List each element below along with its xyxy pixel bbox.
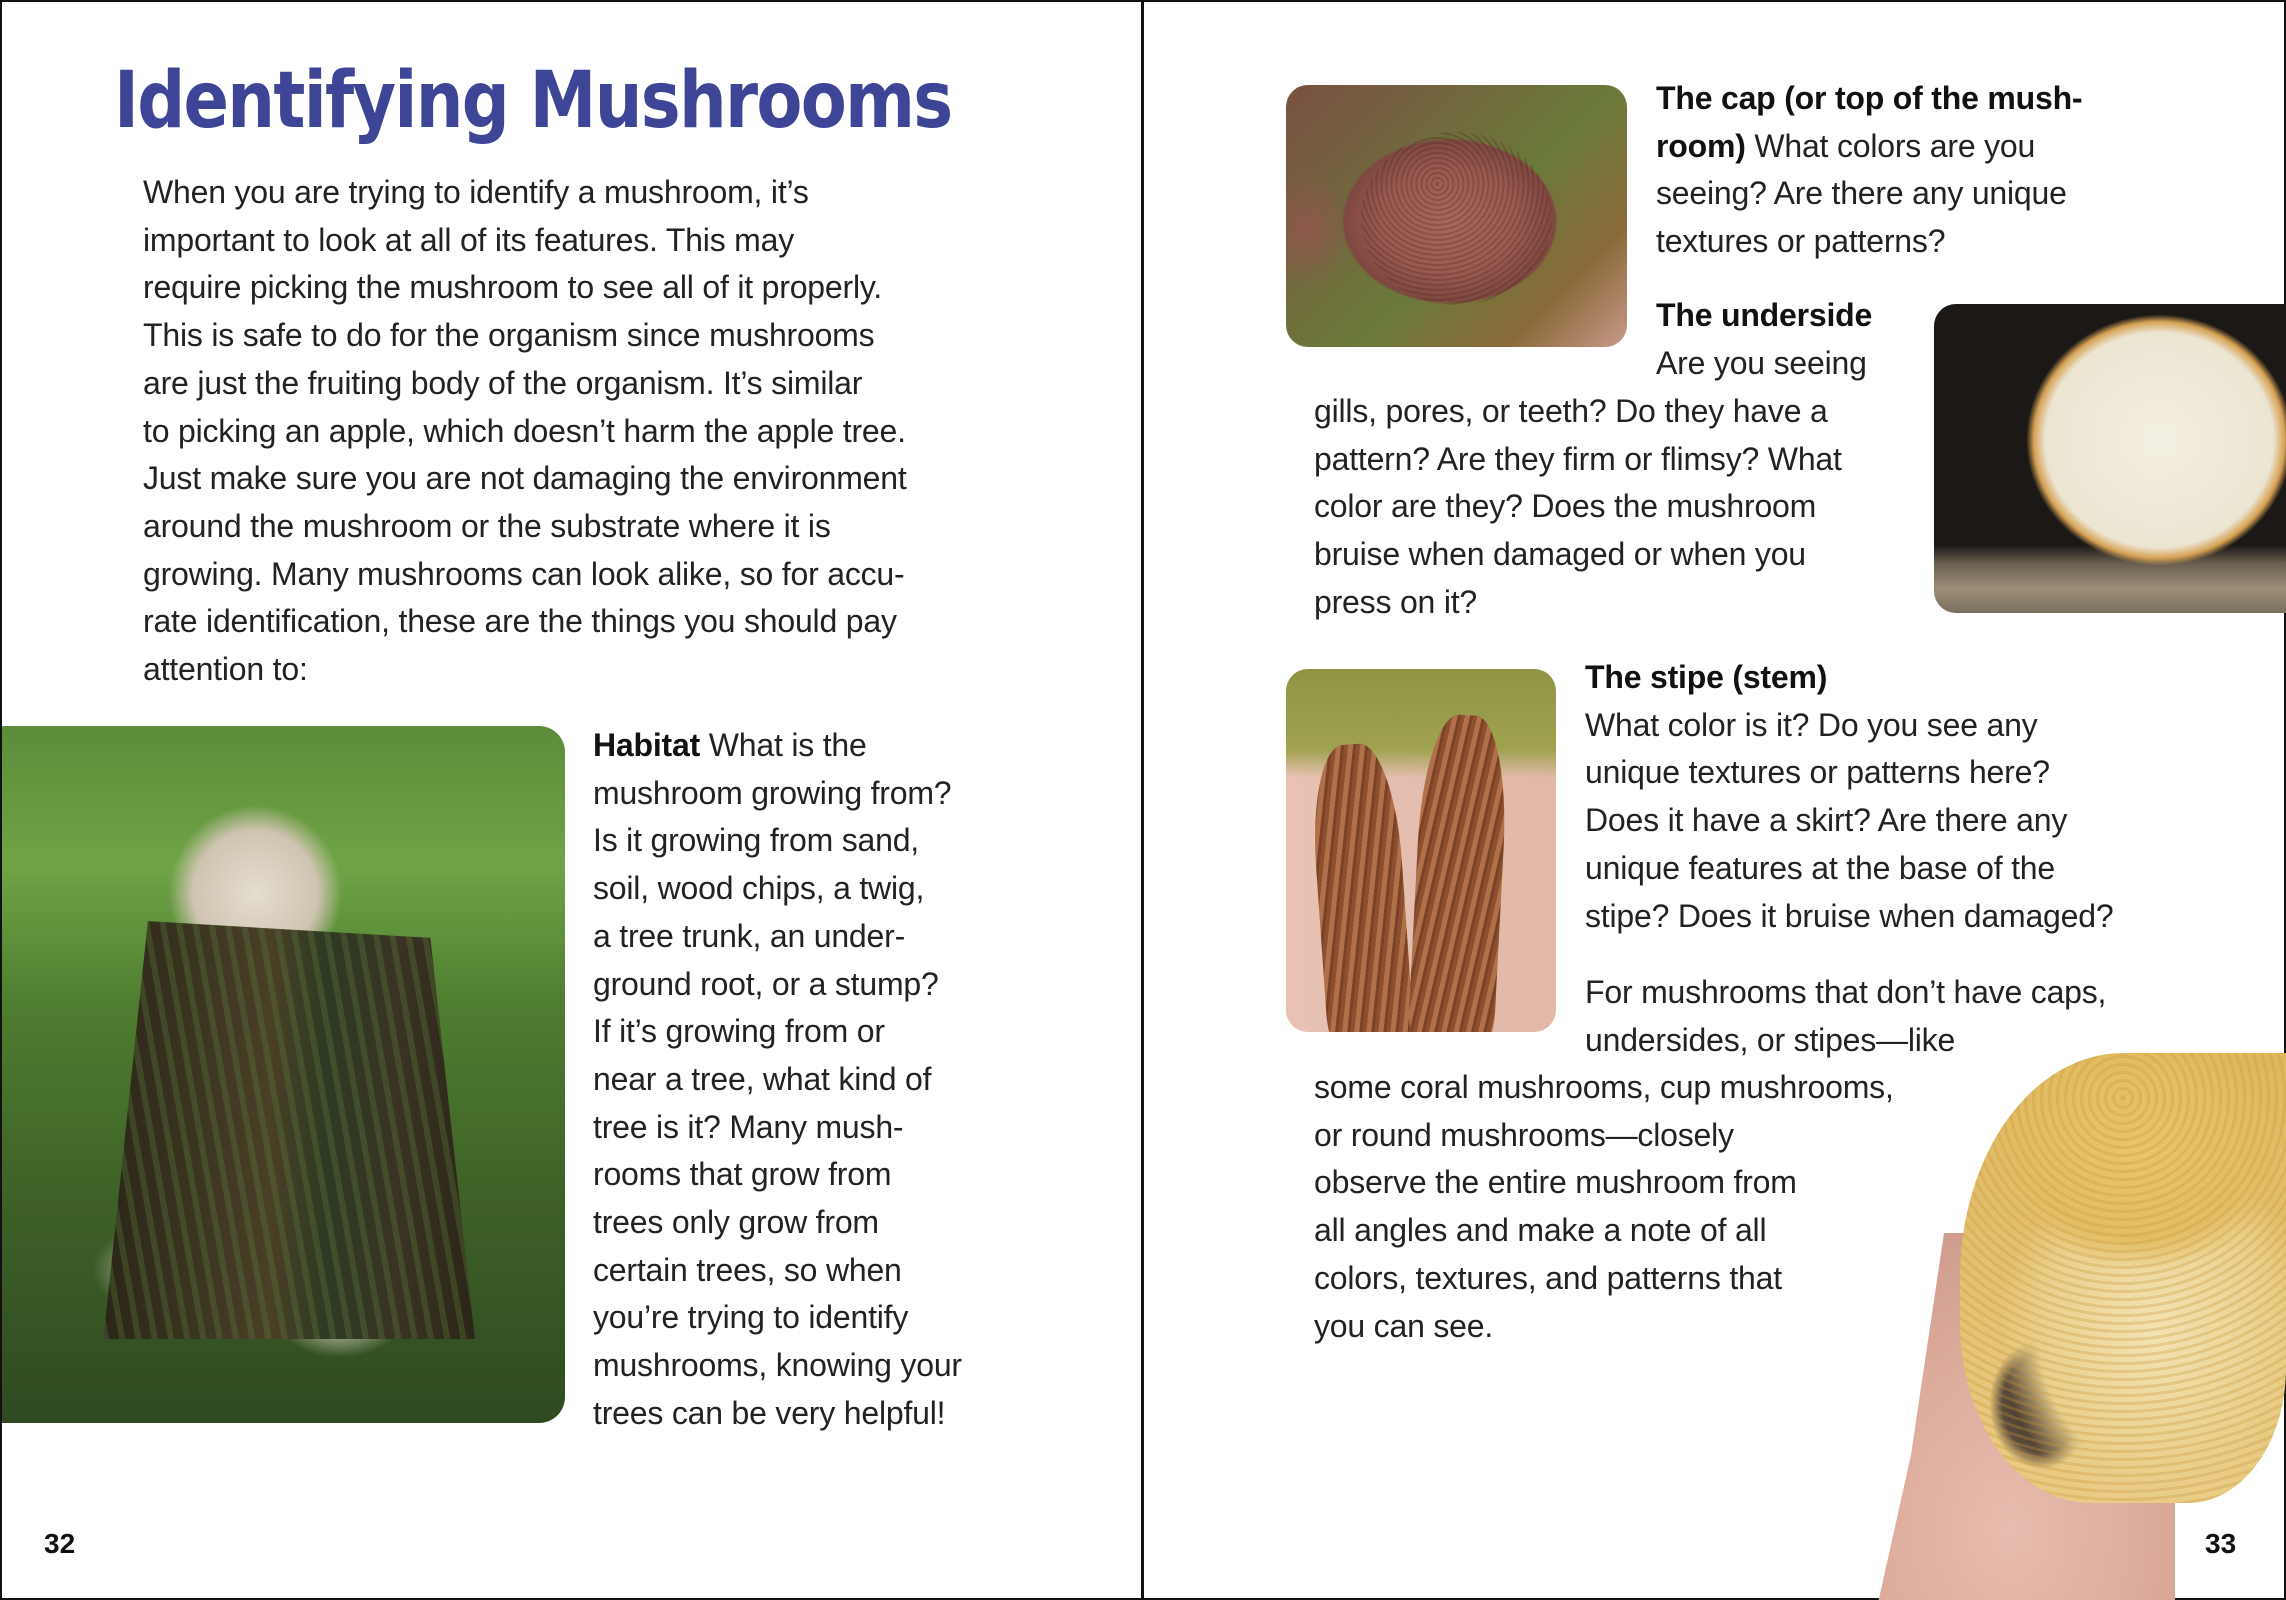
text-line: you’re trying to identify (593, 1299, 909, 1336)
text-line: This is safe to do for the organism since mushrooms (143, 317, 875, 354)
page-title: Identifying Mushrooms (114, 56, 952, 146)
page-number-right: 33 (2205, 1528, 2237, 1559)
text-line: to picking an apple, which doesn’t harm the apple tree. (143, 412, 906, 449)
text-line: textures or patterns? (1656, 223, 1946, 260)
stem-shape (1308, 742, 1415, 1032)
text-line: unique features at the base of the (1585, 849, 2055, 886)
text-line: growing. Many mushrooms can look alike, so for accu- (143, 555, 905, 592)
text-line: Does it have a skirt? Are there any (1585, 802, 2068, 839)
text-line: bruise when damaged or when you (1314, 536, 1806, 573)
text-line: Are you seeing (1656, 344, 1867, 381)
text-line: rate identification, these are the things you should pay (143, 603, 897, 640)
intro-paragraph (143, 169, 907, 694)
habitat-section (593, 722, 962, 1438)
habitat-first-line (593, 722, 962, 770)
cap-heading: The cap (or top of the mush- (1656, 80, 2083, 116)
stipe-section (1585, 654, 2113, 940)
coral-mushroom-photo (1845, 1053, 2286, 1600)
text-fragment: What colors are you (1745, 127, 2036, 164)
text-line: press on it? (1314, 583, 1478, 620)
text-line: gills, pores, or teeth? Do they have a (1314, 393, 1828, 429)
underside-body (1314, 388, 1842, 627)
text-line: rooms that grow from (593, 1156, 892, 1193)
text-line: near a tree, what kind of (593, 1060, 932, 1097)
text-line: undersides, or stipes—like (1585, 1021, 1956, 1058)
stem-shape (1407, 713, 1510, 1032)
text-line: important to look at all of its features. This may (143, 221, 795, 258)
text-line: color are they? Does the mushroom (1314, 488, 1817, 525)
other-mushrooms-indented (1585, 969, 2106, 1064)
text-line: colors, textures, and patterns that (1314, 1259, 1782, 1296)
text-line: a tree trunk, an under- (593, 917, 906, 954)
text-line: you can see. (1314, 1307, 1494, 1344)
text-line: require picking the mushroom to see all of it properly. (143, 269, 882, 306)
text-line: For mushrooms that don’t have caps, (1585, 974, 2107, 1010)
text-line: What color is it? Do you see any (1585, 706, 2038, 743)
text-line: some coral mushrooms, cup mushrooms, (1314, 1069, 1894, 1105)
text-line: stipe? Does it bruise when damaged? (1585, 897, 2114, 934)
text-line: mushroom growing from? (593, 774, 952, 811)
text-fragment: What is the (700, 727, 867, 763)
text-line: observe the entire mushroom from (1314, 1164, 1797, 1201)
text-line: pattern? Are they firm or flimsy? What (1314, 440, 1842, 477)
underside-heading-block (1656, 292, 1872, 387)
cap-heading-line2 (1656, 123, 2082, 171)
text-line: or round mushrooms—closely (1314, 1116, 1734, 1153)
stipe-photo (1286, 669, 1556, 1032)
habitat-heading: Habitat (593, 727, 701, 763)
other-mushrooms-body (1314, 1064, 1894, 1350)
text-line: tree is it? Many mush- (593, 1108, 904, 1145)
stipe-heading: The stipe (stem) (1585, 659, 1828, 695)
text-line: When you are trying to identify a mushroom, it’s (143, 174, 809, 210)
stump-shape (103, 921, 475, 1339)
text-line: mushrooms, knowing your (593, 1347, 962, 1384)
underside-heading: The underside (1656, 297, 1873, 333)
text-line: trees can be very helpful! (593, 1394, 946, 1431)
habitat-stump-photo (2, 726, 565, 1423)
cap-photo (1286, 85, 1627, 347)
text-line: If it’s growing from or (593, 1013, 885, 1050)
text-line: Is it growing from sand, (593, 822, 919, 859)
text-line: all angles and make a note of all (1314, 1212, 1767, 1249)
page-number-left: 32 (44, 1528, 76, 1559)
text-line: trees only grow from (593, 1204, 879, 1241)
text-line: attention to: (143, 651, 308, 688)
text-line: soil, wood chips, a twig, (593, 870, 925, 907)
page-gutter-divider (1141, 0, 1144, 1600)
cap-section (1656, 75, 2082, 266)
text-line: Just make sure you are not damaging the environment (143, 460, 907, 497)
text-line: around the mushroom or the substrate where it is (143, 507, 831, 544)
coral-shape (1960, 1053, 2286, 1503)
text-line: certain trees, so when (593, 1251, 902, 1288)
text-line: seeing? Are there any unique (1656, 175, 2067, 212)
text-line: ground root, or a stump? (593, 965, 939, 1002)
cap-heading-continued: room) (1656, 127, 1746, 164)
text-line: unique textures or patterns here? (1585, 754, 2050, 791)
underside-photo (1934, 304, 2286, 613)
text-line: are just the fruiting body of the organism. It’s similar (143, 364, 863, 401)
